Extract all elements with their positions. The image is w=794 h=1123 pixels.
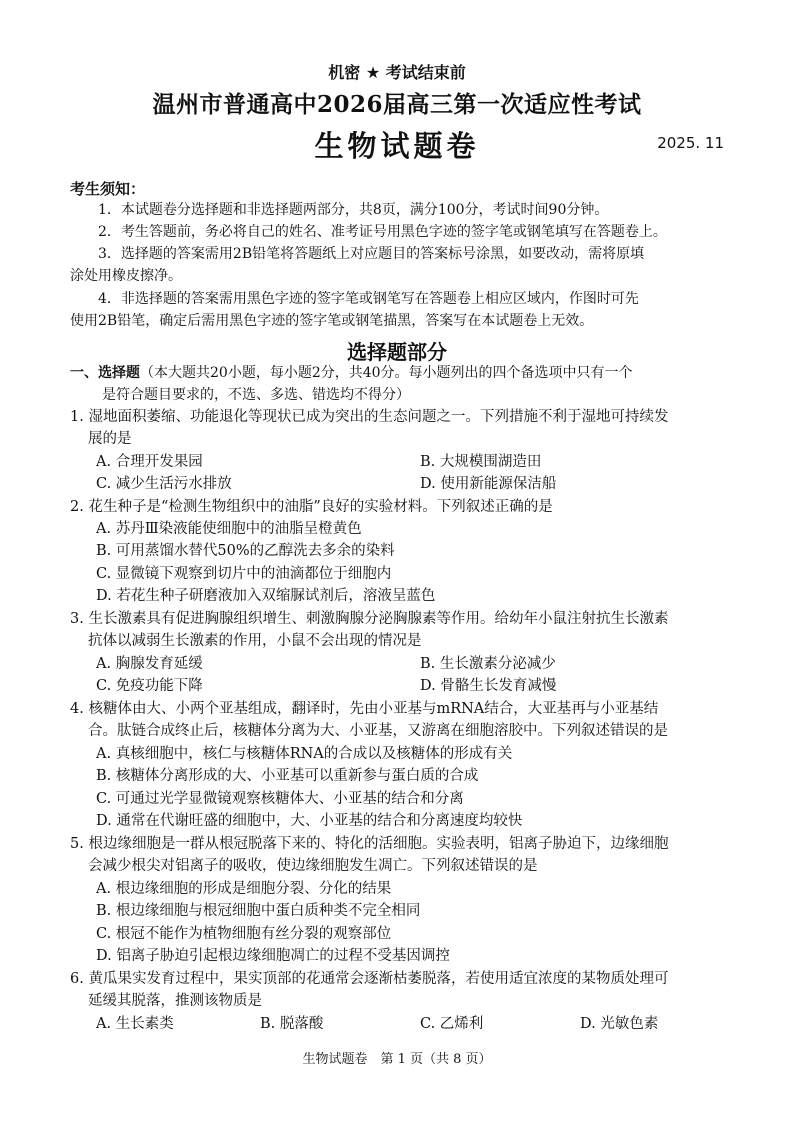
q2-option-c: C. 显微镜下观察到切片中的油滴都位于细胞内: [96, 566, 392, 582]
q6-option-c: C. 乙烯利: [420, 1016, 484, 1032]
q5-option-d: D. 铝离子胁迫引起根边缘细胞凋亡的过程不受基因调控: [96, 948, 450, 964]
notes-line-6: 使用2B铅笔，确定后需用黑色字迹的签字笔或钢笔描黑，答案写在本试题卷上无效。: [70, 313, 594, 329]
q3-option-b: B. 生长激素分泌减少: [420, 656, 556, 672]
q5-option-a: A. 根边缘细胞的形成是细胞分裂、分化的结果: [96, 881, 392, 897]
q1-stem-line-1: 1. 湿地面积萎缩、功能退化等现状已成为突出的生态问题之一。下列措施不利于湿地可持续发: [70, 409, 669, 425]
q5-option-b: B. 根边缘细胞与根冠细胞中蛋白质种类不完全相同: [96, 903, 421, 919]
q2-option-a: A. 苏丹Ⅲ染液能使细胞中的油脂呈橙黄色: [96, 521, 362, 537]
q2-option-b: B. 可用蒸馏水替代50%的乙醇洗去多余的染料: [96, 543, 395, 559]
section-intro-label: 一、选择题: [70, 365, 140, 381]
exam-subtitle: 生物试题卷: [314, 129, 480, 163]
q4-option-b: B. 核糖体分离形成的大、小亚基可以重新参与蛋白质的合成: [96, 768, 479, 784]
notes-line-4: 涂处用橡皮擦净。: [70, 268, 182, 284]
notes-heading: 考生须知：: [70, 180, 146, 198]
q1-option-b: B. 大规模围湖造田: [420, 454, 542, 470]
exam-title: 温州市普通高中2026届高三第一次适应性考试: [152, 91, 642, 118]
q5-stem-line-1: 5. 根边缘细胞是一群从根冠脱落下来的、特化的活细胞。实验表明，铝离子胁迫下，边缘细胞: [70, 836, 669, 852]
q4-stem-line-2: 合。肽链合成终止后，核糖体分离为大、小亚基，又游离在细胞溶胶中。下列叙述错误的是: [88, 723, 668, 739]
q6-stem-line-1: 6. 黄瓜果实发育过程中，果实顶部的花通常会逐渐枯萎脱落，若使用适宜浓度的某物质处理可: [70, 971, 669, 987]
q5-option-c: C. 根冠不能作为植物细胞有丝分裂的观察部位: [96, 926, 392, 942]
q1-option-a: A. 合理开发果园: [96, 454, 203, 470]
confidential-label: 机密 ★ 考试结束前: [328, 63, 466, 82]
q3-stem-line-1: 3. 生长激素具有促进胸腺组织增生、刺激胸腺分泌胸腺素等作用。给幼年小鼠注射抗生长激素: [70, 611, 669, 627]
q1-stem-line-2: 展的是: [88, 431, 132, 447]
q6-option-a: A. 生长素类: [96, 1016, 174, 1032]
q4-option-a: A. 真核细胞中，核仁与核糖体RNA的合成以及核糖体的形成有关: [96, 746, 513, 762]
notes-line-3: 3．选择题的答案需用2B铅笔将答题纸上对应题目的答案标号涂黑，如要改动，需将原填: [98, 246, 645, 262]
section-intro-line-2: 是符合题目要求的，不选、多选、错选均不得分）: [102, 387, 410, 403]
section-intro-text: （本大题共20小题，每小题2分，共40分。每小题列出的四个备选项中只有一个: [140, 365, 633, 381]
notes-line-2: 2．考生答题前，务必将自己的姓名、准考证号用黑色字迹的签字笔或钢笔填写在答题卷上。: [98, 224, 667, 240]
page-footer: 生物试题卷 第 1 页（共 8 页）: [302, 1052, 492, 1067]
section-intro-line-1: [70, 362, 633, 384]
notes-line-1: 1．本试题卷分选择题和非选择题两部分，共8页，满分100分，考试时间90分钟。: [98, 202, 609, 218]
q4-option-c: C. 可通过光学显微镜观察核糖体大、小亚基的结合和分离: [96, 791, 464, 807]
q3-option-d: D. 骨骼生长发育减慢: [420, 678, 557, 694]
q4-option-d: D. 通常在代谢旺盛的细胞中，大、小亚基的结合和分离速度均较快: [96, 813, 523, 829]
q1-option-d: D. 使用新能源保洁船: [420, 476, 557, 492]
q2-option-d: D. 若花生种子研磨液加入双缩脲试剂后，溶液呈蓝色: [96, 588, 436, 604]
exam-date: 2025. 11: [657, 134, 724, 152]
q6-option-d: D. 光敏色素: [580, 1016, 659, 1032]
q2-stem-line-1: 2. 花生种子是“检测生物组织中的油脂”良好的实验材料。下列叙述正确的是: [70, 499, 553, 515]
q4-stem-line-1: 4. 核糖体由大、小两个亚基组成，翻译时，先由小亚基与mRNA结合，大亚基再与小亚基结: [70, 701, 659, 717]
q3-option-a: A. 胸腺发育延缓: [96, 656, 203, 672]
section-title: 选择题部分: [347, 340, 447, 364]
q6-option-b: B. 脱落酸: [260, 1016, 324, 1032]
q1-option-c: C. 减少生活污水排放: [96, 476, 232, 492]
q3-option-c: C. 免疫功能下降: [96, 678, 203, 694]
q3-stem-line-2: 抗体以减弱生长激素的作用，小鼠不会出现的情况是: [88, 633, 422, 649]
q6-stem-line-2: 延缓其脱落，推测该物质是: [88, 993, 262, 1009]
notes-line-5: 4．非选择题的答案需用黑色字迹的签字笔或钢笔写在答题卷上相应区域内，作图时可先: [98, 291, 639, 307]
q5-stem-line-2: 会减少根尖对铝离子的吸收，使边缘细胞发生凋亡。下列叙述错误的是: [88, 858, 538, 874]
